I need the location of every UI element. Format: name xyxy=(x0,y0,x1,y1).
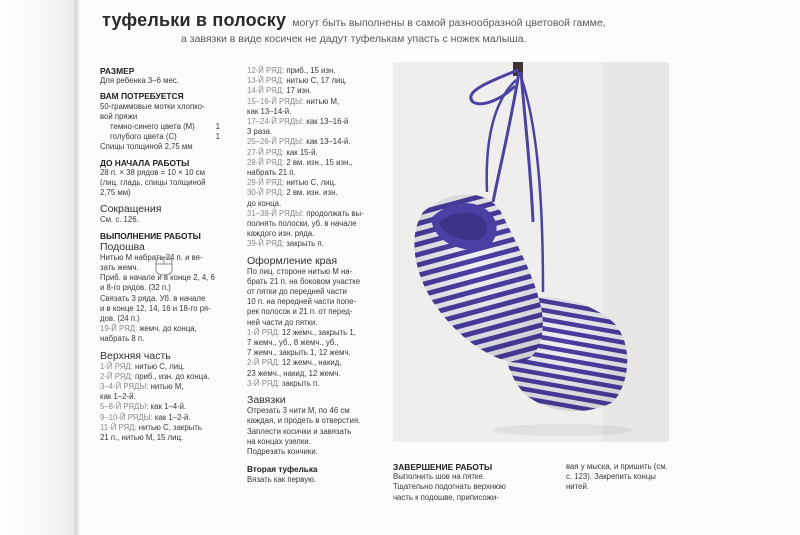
size-text: Для ребенка 3–6 мес. xyxy=(100,76,179,86)
instruction-text: 7 жемч., закрыть 1, 12 жемч. xyxy=(247,348,351,358)
upper-heading: Верхняя часть xyxy=(100,349,171,362)
instruction-text: 12 жемч., накид, xyxy=(281,358,342,368)
instruction-line xyxy=(247,178,379,188)
instruction-line xyxy=(247,379,379,389)
instruction-line xyxy=(247,219,379,229)
row-label: 29-Й РЯД: xyxy=(247,178,285,188)
instruction-line xyxy=(247,97,379,107)
instruction-line xyxy=(247,328,379,338)
instruction-line xyxy=(100,402,238,412)
page-gutter xyxy=(0,0,78,535)
slippers-illustration xyxy=(393,62,669,442)
yarn-item xyxy=(100,122,220,132)
instruction-line xyxy=(100,423,238,433)
needs-line: вой пряжи xyxy=(100,111,138,121)
instruction-line xyxy=(247,107,379,117)
instruction-text: полнять полоски, уб. в начале xyxy=(247,219,357,229)
yarn-qty: 1 xyxy=(215,132,220,142)
instruction-text: нитью М, xyxy=(306,96,340,106)
row-label: 1-Й РЯД: xyxy=(100,361,133,371)
row-label: 2-Й РЯД: xyxy=(100,371,133,381)
instruction-text: как 13–16-й xyxy=(306,117,349,127)
row-label: 17–24-Й РЯДЫ: xyxy=(247,117,305,127)
instruction-line xyxy=(247,369,379,379)
title-rest: могут быть выполнены в самой разнообразной цветовой гамме, xyxy=(292,17,606,29)
instruction-line xyxy=(247,66,379,76)
instruction-text: ней части до пятки. xyxy=(247,317,318,327)
page-title xyxy=(102,10,606,31)
row-label: 2-Й РЯД: xyxy=(247,358,280,368)
instruction-line xyxy=(247,76,379,86)
abbr-text: См. с. 126. xyxy=(100,215,139,225)
instruction-text: нитью С, лиц. xyxy=(134,361,185,371)
instruction-text: как 1–4-й. xyxy=(150,402,187,412)
ties-heading: Завязки xyxy=(247,394,286,407)
row-label: 14-Й РЯД: xyxy=(247,86,285,96)
instruction-text: как 1–2-й. xyxy=(100,392,136,402)
instruction-line xyxy=(247,127,379,137)
instruction-line xyxy=(247,297,379,307)
gauge-line: 2,75 мм) xyxy=(100,188,131,198)
row-label: 28-Й РЯД: xyxy=(247,157,285,167)
instruction-line xyxy=(100,382,238,392)
instruction-text: как 1–2-й. xyxy=(154,412,191,422)
instruction-line xyxy=(247,239,379,249)
finish-line: вая у мыска, и пришить (см. xyxy=(566,462,668,471)
instruction-line xyxy=(247,117,379,127)
row-label: 12-Й РЯД: xyxy=(247,66,285,75)
instruction-text: 23 жемч., накид, 12 жемч. xyxy=(247,368,341,378)
instruction-text: зать жемч. xyxy=(100,263,139,273)
instruction-line xyxy=(100,304,238,314)
row-label: 5–8-Й РЯДЫ: xyxy=(100,402,149,412)
binding-shadow xyxy=(74,0,82,535)
yarn-qty: 1 xyxy=(215,122,220,132)
instruction-text: приб., 15 изн. xyxy=(286,66,336,75)
instruction-text: как 13–14-й. xyxy=(306,137,351,147)
instruction-text: 12 жемч., закрыть 1, xyxy=(281,327,356,337)
mouse-icon xyxy=(154,255,174,277)
instruction-text: Связать 3 ряда. Уб. в начале xyxy=(100,293,206,303)
knitted-slippers-photo xyxy=(393,62,669,442)
row-label: 39-Й РЯД: xyxy=(247,239,285,249)
work-heading: ВЫПОЛНЕНИЕ РАБОТЫ xyxy=(100,230,201,241)
instruction-line xyxy=(247,348,379,358)
column-2 xyxy=(247,66,379,486)
instruction-line xyxy=(247,158,379,168)
row-label: 1-Й РЯД: xyxy=(247,327,280,337)
instruction-line xyxy=(247,137,379,147)
abbr-heading: Сокращения xyxy=(100,203,162,216)
edge-instructions xyxy=(247,267,379,389)
instruction-line xyxy=(247,168,379,178)
sole-heading: Подошва xyxy=(100,240,145,253)
page-subtitle: а завязки в виде косичек не дадут туфелькам упасть с ножек малыша. xyxy=(181,33,527,45)
yarn-label: голубого цвета (С) xyxy=(110,132,177,142)
instruction-text: закрыть п. xyxy=(281,378,320,388)
instruction-line xyxy=(247,86,379,96)
instruction-text: нитью С, 17 лиц. xyxy=(286,76,347,86)
instruction-text: от пятки до передней части xyxy=(247,287,347,297)
instruction-line xyxy=(247,307,379,317)
row-label: 3–4-Й РЯДЫ: xyxy=(100,382,149,392)
instruction-line xyxy=(247,447,379,457)
instruction-line xyxy=(247,338,379,348)
instruction-text: 2 вм. изн. изн. xyxy=(286,188,338,198)
instruction-line xyxy=(100,372,238,382)
instruction-line xyxy=(247,427,379,437)
second-text: Вязать как первую. xyxy=(247,475,317,485)
row-label: 30-Й РЯД: xyxy=(247,188,285,198)
upper-instructions xyxy=(100,362,238,444)
instruction-text: 10 п. на передней части попе- xyxy=(247,297,357,307)
instruction-text: и 8-го рядов. (32 п.) xyxy=(100,283,171,293)
instruction-text: 21 п., нитью М, 15 лиц. xyxy=(100,433,184,443)
instruction-line xyxy=(247,229,379,239)
instruction-line xyxy=(247,199,379,209)
row-label: 15–16-Й РЯДЫ: xyxy=(247,96,305,106)
finish-section-continued xyxy=(566,462,676,493)
yarn-item xyxy=(100,132,220,142)
size-heading: РАЗМЕР xyxy=(100,66,135,76)
instruction-text: каждая, и продеть в отверстия. xyxy=(247,416,361,426)
instruction-text: Отрезать 3 нити М, по 46 см xyxy=(247,406,350,416)
instruction-line xyxy=(100,283,238,293)
instruction-line xyxy=(247,267,379,277)
needs-line: 50-граммовые мотки хлопко- xyxy=(100,101,205,111)
gauge-line: (лиц. гладь, спицы толщиной xyxy=(100,178,206,188)
instruction-line xyxy=(100,324,238,334)
instruction-text: и в конце 12, 14, 16 и 18-го ря- xyxy=(100,303,211,313)
finish-line: часть к подошве, приписожи- xyxy=(393,492,499,502)
yarn-label: темно-синего цвета (М) xyxy=(110,122,195,132)
instruction-text: набрать 21 п. xyxy=(247,168,296,178)
instruction-text: нитью С, лиц. xyxy=(286,178,337,188)
instruction-line xyxy=(247,209,379,219)
instruction-line xyxy=(247,287,379,297)
row-label: 11-Й РЯД: xyxy=(100,422,137,432)
finish-section xyxy=(393,462,543,503)
instruction-line xyxy=(100,433,238,443)
instruction-text: приб., изн. до конца. xyxy=(134,371,210,381)
finish-line: с. 123). Закрепить концы xyxy=(566,472,656,482)
instruction-line xyxy=(247,416,379,426)
instruction-text: как 13–14-й. xyxy=(247,106,292,116)
upper-rows-continued xyxy=(247,66,379,250)
instruction-line xyxy=(247,148,379,158)
ties-instructions xyxy=(247,406,379,457)
instruction-line xyxy=(100,314,238,324)
row-label: 25–26-Й РЯДЫ: xyxy=(247,137,305,147)
instruction-text: продолжать вы- xyxy=(306,208,364,218)
instruction-text: брать 21 п. на боковом участке xyxy=(247,276,361,286)
instruction-line xyxy=(100,413,238,423)
instruction-text: набрать 8 п. xyxy=(100,334,145,344)
instruction-text: Заплести косички и завязать xyxy=(247,426,352,436)
instruction-text: 2 вм. изн., 15 изн., xyxy=(286,157,353,167)
start-heading: ДО НАЧАЛА РАБОТЫ xyxy=(100,157,190,168)
instruction-line xyxy=(247,277,379,287)
row-label: 27-Й РЯД: xyxy=(247,147,285,157)
row-label: 31–38-Й РЯДЫ: xyxy=(247,208,305,218)
instruction-line xyxy=(100,362,238,372)
instruction-line xyxy=(100,294,238,304)
finish-line: нитей. xyxy=(566,482,590,492)
instruction-text: Подрезать кончики. xyxy=(247,446,318,456)
row-label: 9–10-Й РЯДЫ: xyxy=(100,412,153,422)
finish-line: Выполнить шов на пятке. xyxy=(393,472,485,482)
instruction-text: 7 жемч., уб., 8 жемч., уб., xyxy=(247,338,339,348)
instruction-text: нитью М, xyxy=(150,382,184,392)
instruction-line xyxy=(100,334,238,344)
instruction-text: на концах узелки. xyxy=(247,436,311,446)
instruction-text: По лиц. стороне нитью М на- xyxy=(247,266,353,276)
instruction-text: 3 раза. xyxy=(247,127,273,137)
needs-heading: ВАМ ПОТРЕБУЕТСЯ xyxy=(100,91,184,102)
finish-heading: ЗАВЕРШЕНИЕ РАБОТЫ xyxy=(393,462,493,472)
gauge-line: 28 п. × 38 рядов = 10 × 10 см xyxy=(100,167,205,177)
instruction-text: рек полосок и 21 п. от перед- xyxy=(247,307,353,317)
row-label: 13-Й РЯД: xyxy=(247,76,285,86)
edge-heading: Оформление края xyxy=(247,254,338,267)
instruction-text: закрыть п. xyxy=(286,239,324,249)
instruction-text: нитью С, закрыть xyxy=(138,422,202,432)
instruction-line xyxy=(247,188,379,198)
instruction-text: до конца. xyxy=(247,198,282,208)
row-label: 3-Й РЯД: xyxy=(247,378,280,388)
instruction-text: 17 изн. xyxy=(286,86,312,96)
instruction-text: дов. (24 п.) xyxy=(100,314,140,324)
needles-text: Спицы толщиной 2,75 мм xyxy=(100,142,193,152)
instruction-text: каждого изн. ряда. xyxy=(247,229,315,239)
instruction-line xyxy=(247,437,379,447)
instruction-text: как 15-й. xyxy=(286,147,318,157)
instruction-text: Нитью М набрать 24 п. и вя- xyxy=(100,252,203,262)
instruction-text: Приб. в начале и в конце 2, 4, 6 xyxy=(100,273,215,283)
second-heading: Вторая туфелька xyxy=(247,465,318,475)
row-label: 19-Й РЯД: xyxy=(100,324,138,334)
instruction-line xyxy=(247,318,379,328)
title-main: туфельки в полоску xyxy=(102,10,287,30)
instruction-line xyxy=(100,392,238,402)
instruction-text: жемч. до конца, xyxy=(139,324,197,334)
instruction-line xyxy=(247,358,379,368)
finish-line: Тщательно подогнать верхнюю xyxy=(393,482,506,492)
instruction-line xyxy=(247,406,379,416)
